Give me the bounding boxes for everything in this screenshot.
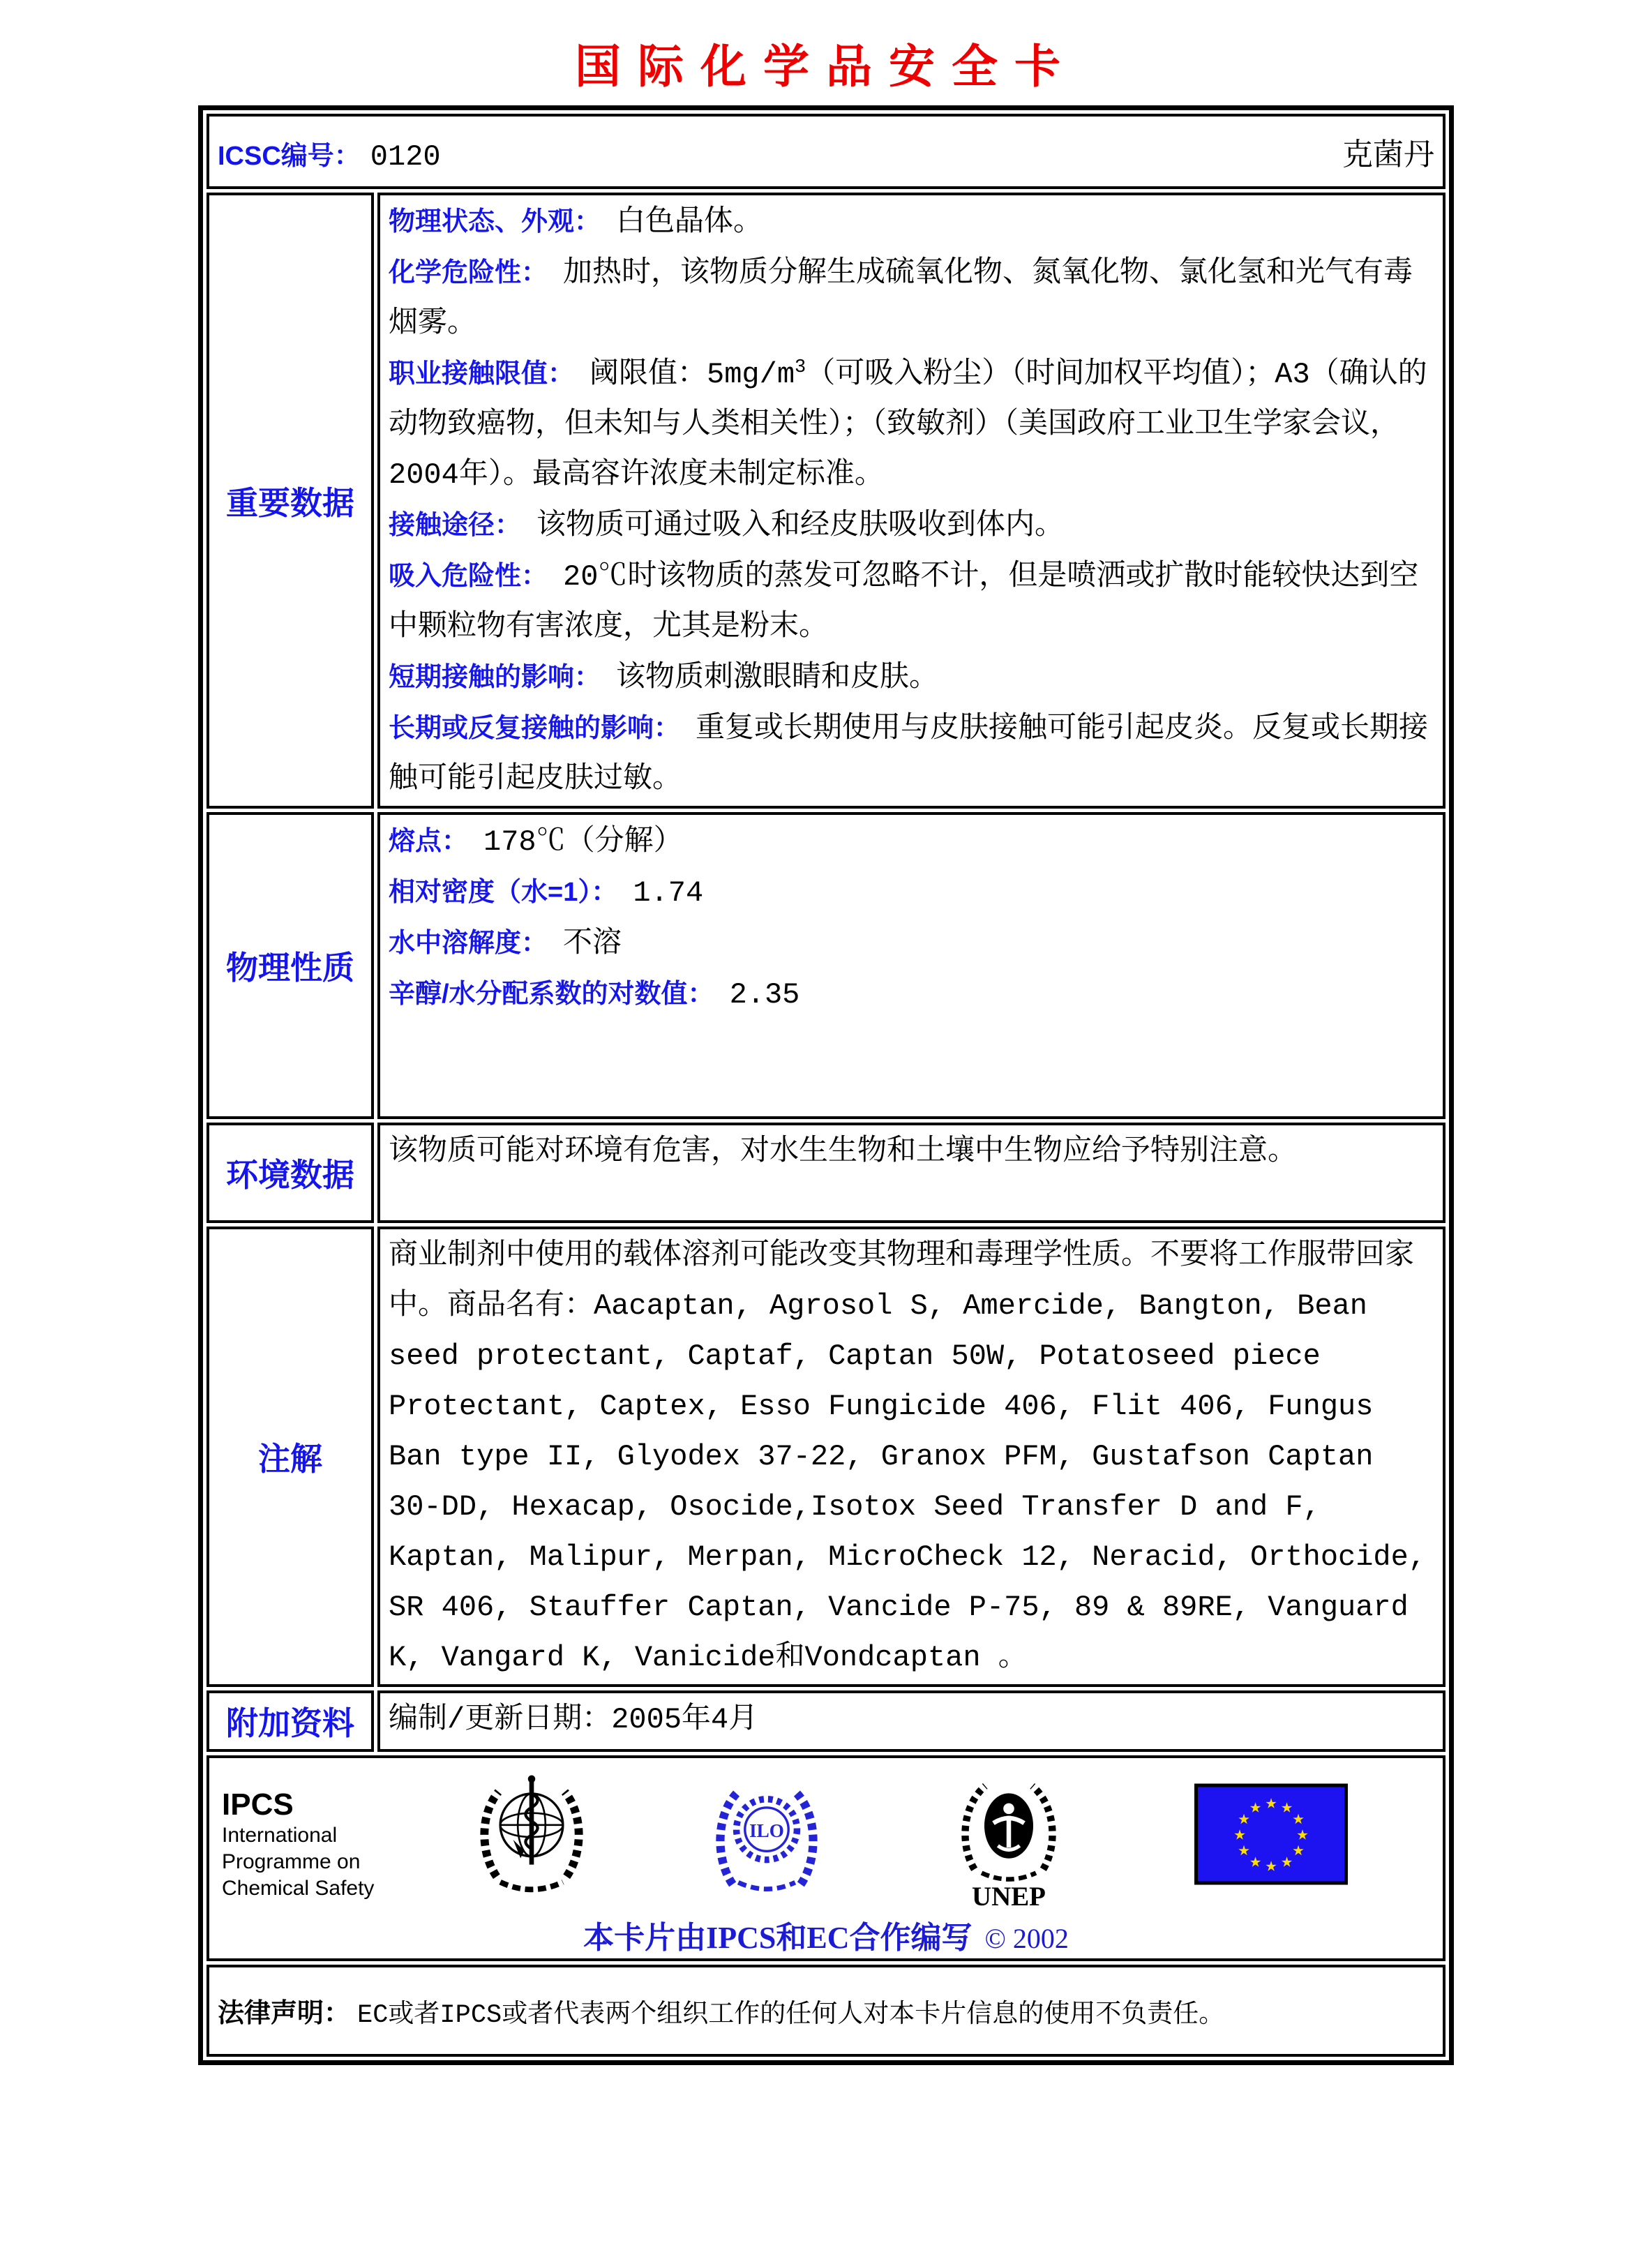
field-label: 辛醇/水分配系数的对数值： <box>389 980 714 1009</box>
section-label-notes: 注解 <box>206 1227 374 1687</box>
unep-logo-text: UNEP <box>972 1882 1046 1911</box>
text-line <box>389 918 1434 969</box>
section-content-notes <box>377 1227 1446 1687</box>
field-text: 该物质可通过吸入和经皮肤吸收到体内。 <box>536 509 1065 543</box>
svg-text:★: ★ <box>1238 1808 1250 1831</box>
legal-cell <box>206 1965 1446 2057</box>
cooperation-caption-text: 本卡片由IPCS和EC合作编写 <box>583 1921 973 1955</box>
header-cell <box>206 114 1446 189</box>
header-row <box>206 114 1446 189</box>
section-label-physical-properties: 物理性质 <box>206 812 374 1119</box>
field-text: 2.35 <box>729 978 800 1012</box>
field-label: 熔点： <box>389 827 469 856</box>
field-text: 1.74 <box>633 876 704 910</box>
legal-notice-text: EC或者IPCS或者代表两个组织工作的任何人对本卡片信息的使用不负责任。 <box>357 2001 1225 2030</box>
field-text: 重复或长期使用与皮肤接触可能引起皮炎。反复或长期接触可能引起皮肤过敏。 <box>389 712 1429 796</box>
ipcs-subtitle-line: Chemical Safety <box>222 1877 375 1900</box>
field-label: 水中溶解度： <box>389 929 548 958</box>
field-text: 加热时，该物质分解生成硫氧化物、氮氧化物、氯化氢和光气有毒烟雾。 <box>389 257 1413 340</box>
logos-strip <box>218 1760 1434 1911</box>
text-line <box>389 500 1434 551</box>
field-label: 职业接触限值： <box>389 359 575 389</box>
text-line <box>389 703 1434 804</box>
field-text: 阈限值：5mg/m <box>590 358 795 391</box>
section-row-important-data <box>206 193 1446 809</box>
field-text: 3 <box>795 357 806 378</box>
section-row-notes <box>206 1227 1446 1687</box>
icsc-number-label: ICSC编号： <box>218 142 361 171</box>
ipcs-subtitle-line: Programme on <box>222 1850 361 1873</box>
section-row-environmental-data <box>206 1123 1446 1223</box>
logos-row <box>206 1755 1446 1961</box>
svg-text:★: ★ <box>1296 1824 1309 1846</box>
text-line <box>389 1231 1434 1683</box>
section-content-physical-properties <box>377 812 1446 1119</box>
logos-cell <box>206 1755 1446 1961</box>
svg-text:★: ★ <box>1281 1852 1293 1873</box>
field-text: 商业制剂中使用的载体溶剂可能改变其物理和毒理学性质。不要将工作服带回家中。商品名有：Aacaptan, Agrosol S, Amercide, Bangton, Bean seed protectant, Captaf, Captan 50W, Potatoseed piece Protectant, Captex, Esso Fungicide 406, Flit 406, Fungus Ban type II, Glyodex 37-22, Granox PFM, Gustafson Captan 30-DD, Hexacap, Osocide,Isotox Seed Transfer D and F, Kaptan, Malipur, Merpan, MicroCheck 12, Neracid, Orthocide, SR 406, Stauffer Captan, Vancide P-75, 89 & 89RE, Vanguard K, Vangard K, Vanicide和Vondcaptan 。 <box>389 1239 1427 1674</box>
text-line <box>389 652 1434 703</box>
text-line <box>389 816 1434 867</box>
svg-text:★: ★ <box>1238 1840 1250 1862</box>
section-content-additional-information <box>377 1690 1446 1752</box>
text-line <box>389 349 1434 500</box>
svg-text:★: ★ <box>1281 1797 1293 1819</box>
section-content-important-data <box>377 193 1446 809</box>
field-label: 物理状态、外观： <box>389 207 601 237</box>
field-text: 白色晶体。 <box>616 206 763 239</box>
field-text: 该物质可能对环境有危害，对水生生物和土壤中生物应给予特别注意。 <box>389 1135 1298 1169</box>
cooperation-caption <box>218 1912 1434 1957</box>
section-row-physical-properties <box>206 812 1446 1119</box>
section-content-environmental-data <box>377 1123 1446 1223</box>
section-row-additional-information <box>206 1690 1446 1752</box>
field-label: 长期或反复接触的影响： <box>389 714 681 743</box>
text-line <box>389 1695 1434 1745</box>
page-title: 国际化学品安全卡 <box>575 42 1077 93</box>
text-line <box>389 867 1434 918</box>
icsc-number-group <box>218 134 441 174</box>
text-line <box>389 248 1434 349</box>
svg-text:★: ★ <box>1249 1852 1261 1873</box>
svg-text:★: ★ <box>1233 1824 1246 1846</box>
text-line <box>389 197 1434 248</box>
eu-flag-icon <box>1194 1783 1348 1885</box>
section-label-important-data: 重要数据 <box>206 193 374 809</box>
field-label: 短期接触的影响： <box>389 663 601 692</box>
field-text: 不溶 <box>563 927 622 961</box>
ipcs-title: IPCS <box>222 1787 294 1822</box>
unep-logo-icon <box>946 1768 1072 1911</box>
legal-notice-label: 法律声明： <box>218 1999 351 2028</box>
field-text: 编制/更新日期：2005年4月 <box>389 1703 758 1737</box>
icsc-document-page <box>0 29 1652 2250</box>
text-line <box>389 1127 1434 1177</box>
copyright-text: © 2002 <box>984 1923 1069 1954</box>
field-text: 20℃时该物质的蒸发可忽略不计，但是喷洒或扩散时能较快达到空中颗粒物有害浓度，尤其是粉末。 <box>389 560 1419 644</box>
ipcs-text-block <box>222 1787 431 1902</box>
svg-text:★: ★ <box>1292 1808 1305 1831</box>
chemical-name: 克菌丹 <box>1342 137 1434 172</box>
field-text: 该物质刺激眼睛和皮肤。 <box>616 661 939 695</box>
svg-text:★: ★ <box>1292 1840 1305 1862</box>
legal-row <box>206 1965 1446 2057</box>
field-text: （可吸入粉尘）（时间加权平均值）；A3（确认的动物致癌物，但未知与人类相关性）；（致敏剂）（美国政府工业卫生学家会议，2004年）。最高容许浓度未制定标准。 <box>389 358 1427 492</box>
ipcs-subtitle-line: International <box>222 1824 338 1847</box>
field-text: 178℃（分解） <box>483 825 683 859</box>
field-label: 化学危险性： <box>389 258 548 287</box>
svg-text:★: ★ <box>1265 1856 1277 1877</box>
text-line <box>389 551 1434 652</box>
ilo-logo-icon <box>705 1771 829 1903</box>
ilo-logo-text: ILO <box>749 1820 784 1841</box>
field-label: 相对密度（水=1）： <box>389 878 618 907</box>
icsc-number-value: 0120 <box>370 140 441 174</box>
svg-text:★: ★ <box>1265 1793 1277 1815</box>
section-label-environmental-data: 环境数据 <box>206 1123 374 1223</box>
who-logo-icon <box>467 1768 596 1906</box>
icsc-card-table <box>198 105 1454 2065</box>
field-label: 吸入危险性： <box>389 562 548 591</box>
section-label-additional-information: 附加资料 <box>206 1690 374 1752</box>
svg-text:★: ★ <box>1249 1797 1261 1819</box>
field-label: 接触途径： <box>389 511 522 540</box>
text-line <box>389 969 1434 1020</box>
